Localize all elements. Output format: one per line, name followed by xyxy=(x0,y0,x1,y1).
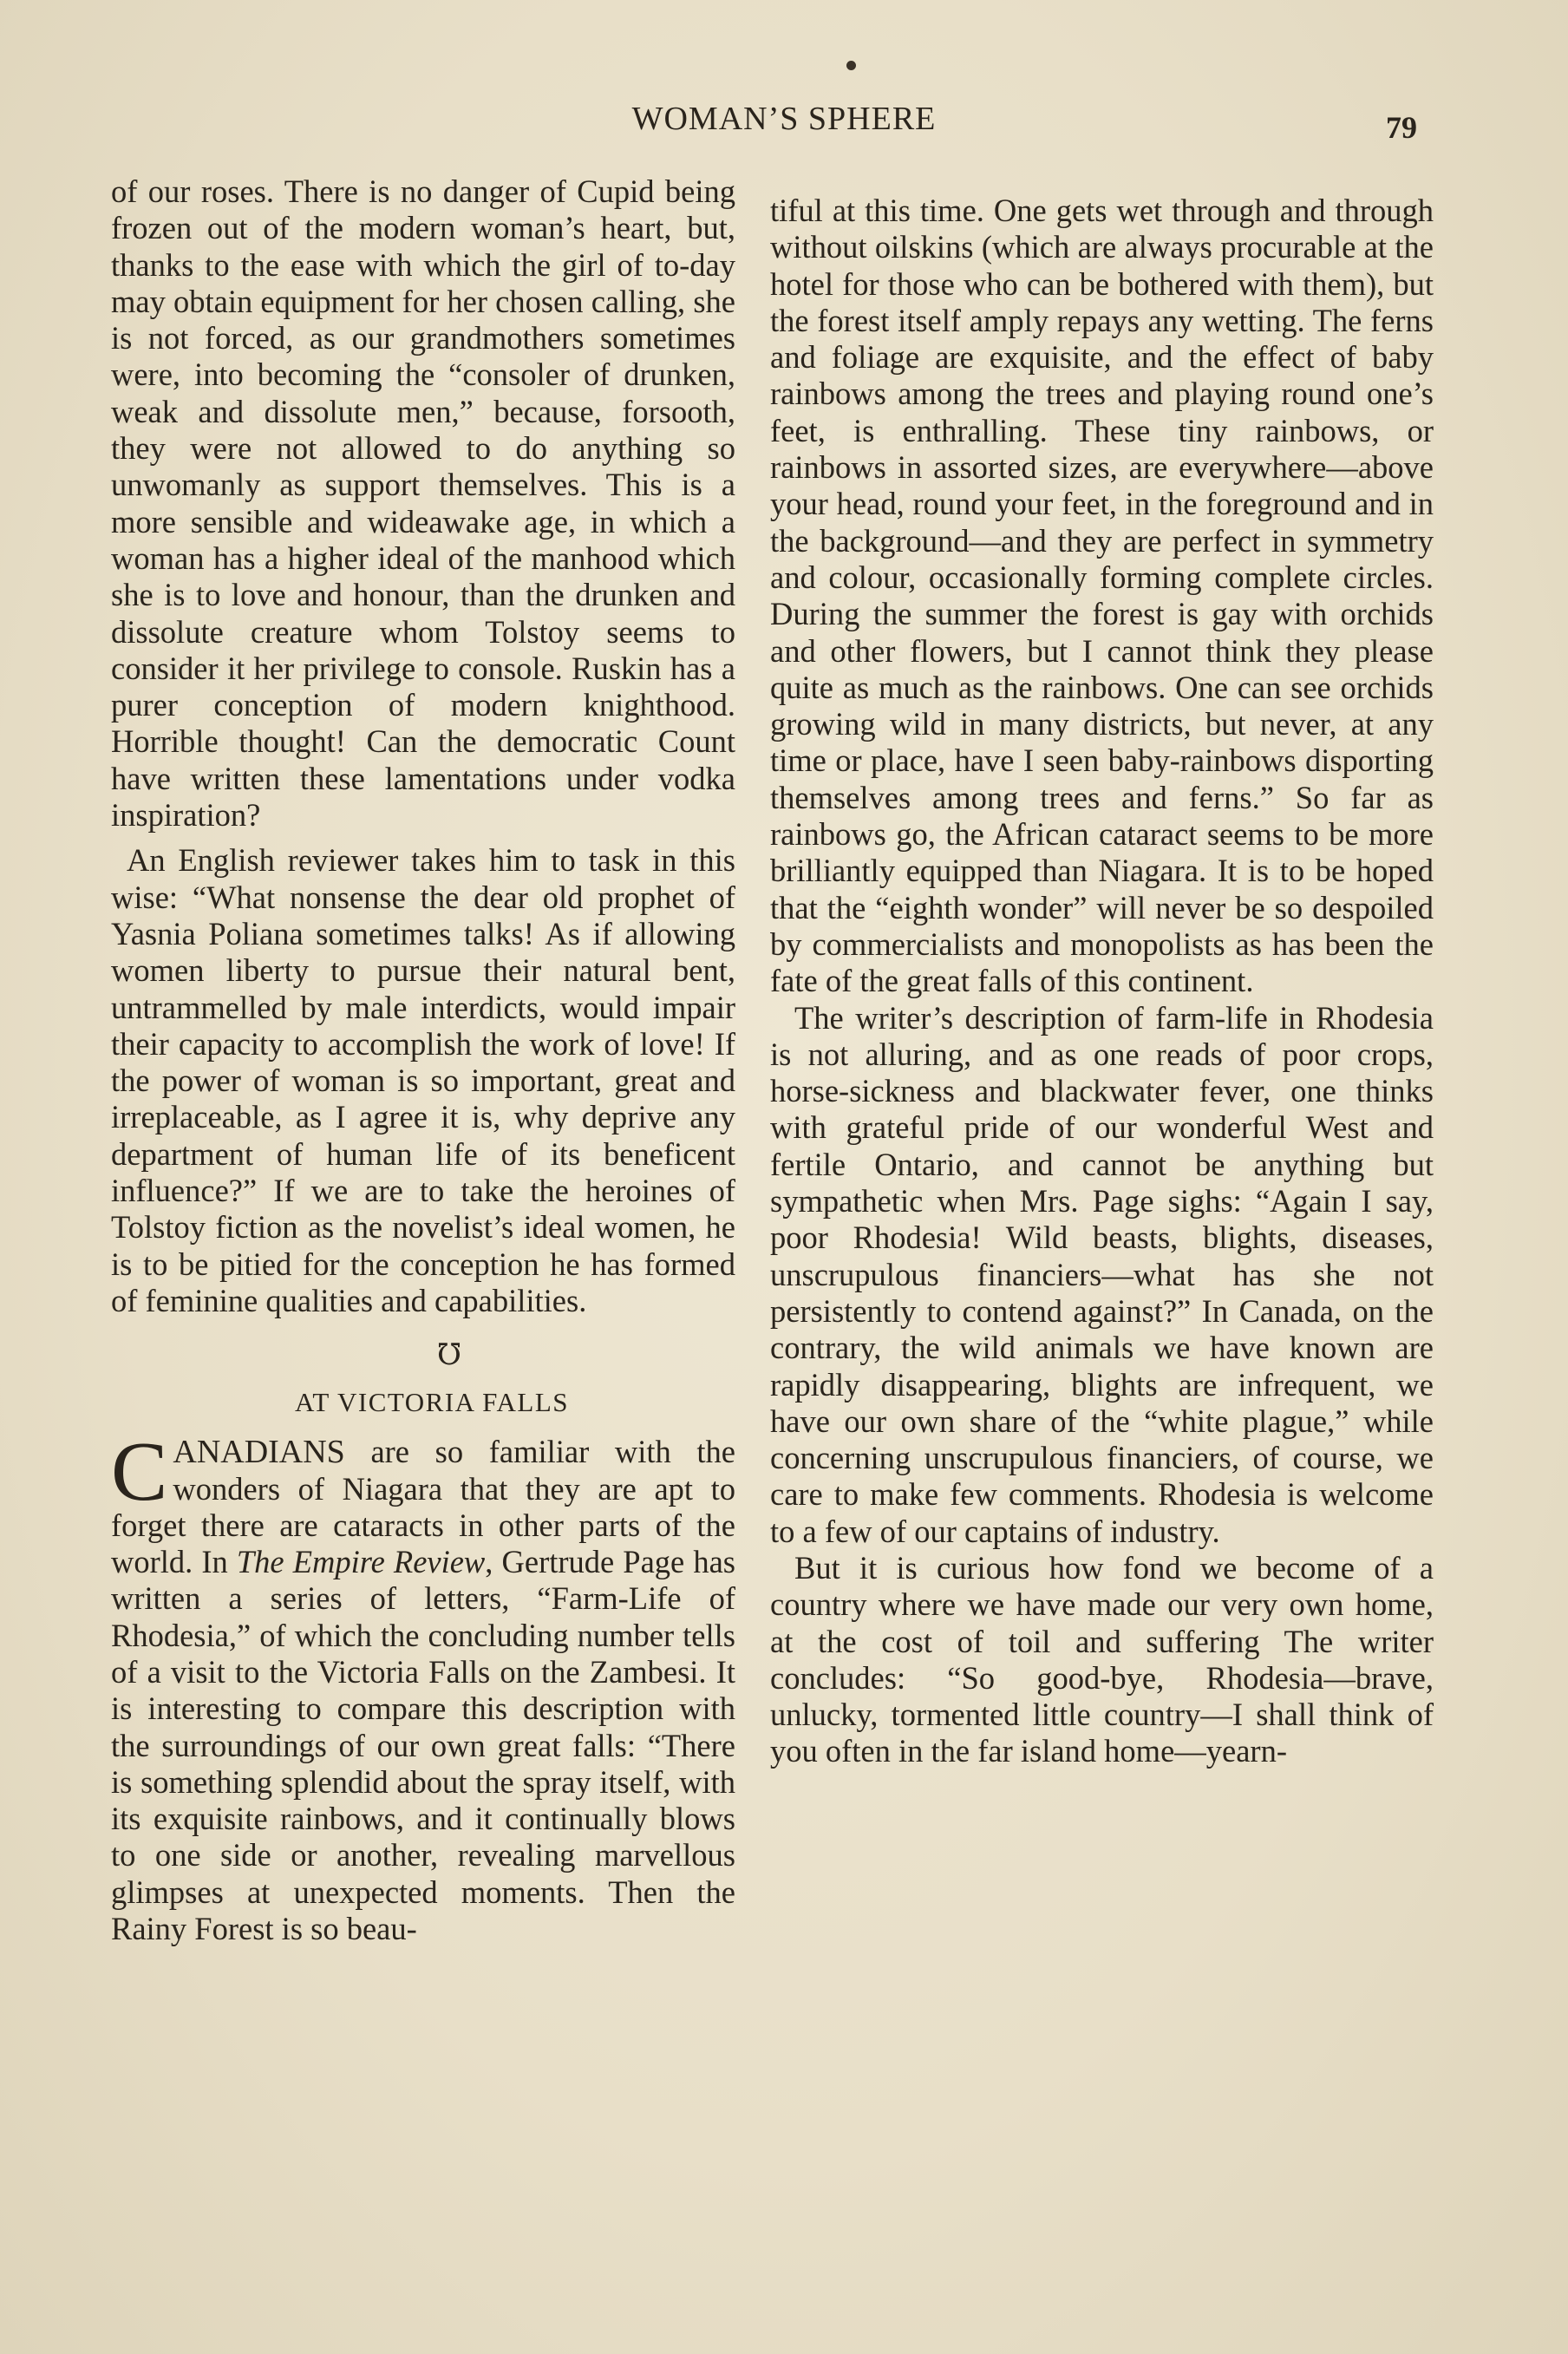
left-column xyxy=(111,173,735,1947)
paragraph-text-continued: , Gertrude Page has written a series of letters, “Farm-Life of Rhodesia,” of which the concluding number tells of a visit to the Victoria Falls on the Zambesi. It is interesting to compare this description with the surroundings of our own great falls: “There is something splendid about the spray itself, with its exquisite rainbows, and it continually blows to one side or another, revealing marvellous glimpses at unexpected moments. Then the Rainy Forest is so beau- xyxy=(111,1544,736,1947)
publication-title: The Empire Review xyxy=(236,1544,486,1580)
section-heading: AT VICTORIA FALLS xyxy=(294,1387,570,1418)
page-number: 79 xyxy=(1386,110,1417,145)
left-paragraph-3 xyxy=(111,1425,736,1947)
paragraph-text: are so familiar with the wonders of Niagara that they are apt to forget there are cataracts in other parts of the world. In xyxy=(111,1434,735,1580)
right-column xyxy=(770,193,1434,1770)
left-paragraph-1: of our roses. There is no danger of Cupid being frozen out of the modern woman’s heart, but, thanks to the ease with which the girl of to-day may obtain equipment for her chosen calling, she is not forced, as our grandmothers sometimes were, into becoming the “consoler of drunken, weak and dissolute men,” because, forsooth, they were not allowed to do anything so unwomanly as support themselves. This is a more sensible and wideawake age, in which a woman has a higher ideal of the manhood which she is to love and honour, than the drunken and dissolute creature whom Tolstoy seems to consider it her privilege to console. Ruskin has a purer conception of modern knighthood. Horrible thought! Can the democratic Count have written these lamentations under vodka inspiration? xyxy=(111,173,735,834)
drop-cap: C xyxy=(111,1425,168,1520)
right-paragraph-3: But it is curious how fond we become of a country where we have made our very own home, at the cost of toil and suffering The writer concludes: “So good-bye, Rhodesia—brave, unlucky, tormented little country—I shall think of you often in the far island home—yearn- xyxy=(770,1549,1434,1769)
opening-word: ANADIANS xyxy=(173,1434,345,1471)
left-paragraph-2: An English reviewer takes him to task in this wise: “What nonsense the dear old prophet of Yasnia Poliana sometimes talks! As if allowing women liberty to pursue their natural bent, untrammelled by male interdicts, would impair their capacity to accomplish the work of love! If the power of woman is so important, great and irreplaceable, as I agree it is, why deprive any department of human life of its beneficent influence?” If we are to take the heroines of Tolstoy fiction as the novelist’s ideal women, he is to be pitied for the conception he has formed of feminine qualities and capabilities. xyxy=(111,842,735,1318)
running-head: WOMAN’S SPHERE xyxy=(631,101,937,137)
section-ornament-icon: ℧ xyxy=(436,1339,462,1372)
right-paragraph-2: The writer’s description of farm-life in Rhodesia is not alluring, and as one reads of poor crops, horse-sickness and blackwater fever, one thinks with grateful pride of our wonderful West and fertile Ontario, and cannot be anything but sympathetic when Mrs. Page sighs: “Again I say, poor Rhodesia! Wild beasts, blights, diseases, unscrupulous financiers—what has she not persistently to contend against?” In Canada, on the contrary, the wild animals we have known are rapidly disappearing, blights are infrequent, we have our own share of the “white plague,” while concerning unscrupulous financiers, of course, we care to make few comments. Rhodesia is welcome to a few of our captains of industry. xyxy=(770,999,1434,1549)
right-paragraph-1: tiful at this time. One gets wet through and through without oilskins (which are always procurable at the hotel for those who can be bothered with them), but the forest itself amply repays any wetting. The ferns and foliage are exquisite, and the effect of baby rainbows among the trees and playing round one’s feet, is enthralling. These tiny rainbows, or rainbows in assorted sizes, are everywhere—above your head, round your feet, in the foreground and in the background—and they are perfect in symmetry and colour, occasionally forming complete circles. During the summer the forest is gay with orchids and other flowers, but I cannot think they please quite as much as the rainbows. One can see orchids growing wild in many districts, but never, at any time or place, have I seen baby-rainbows disporting themselves among trees and ferns.” So far as rainbows go, the African cataract seems to be more brilliantly equipped than Niagara. It is to be hoped that the “eighth wonder” will never be so despoiled by commercialists and monopolists as has been the fate of the great falls of this continent. xyxy=(770,193,1434,999)
ink-dot xyxy=(846,61,856,70)
